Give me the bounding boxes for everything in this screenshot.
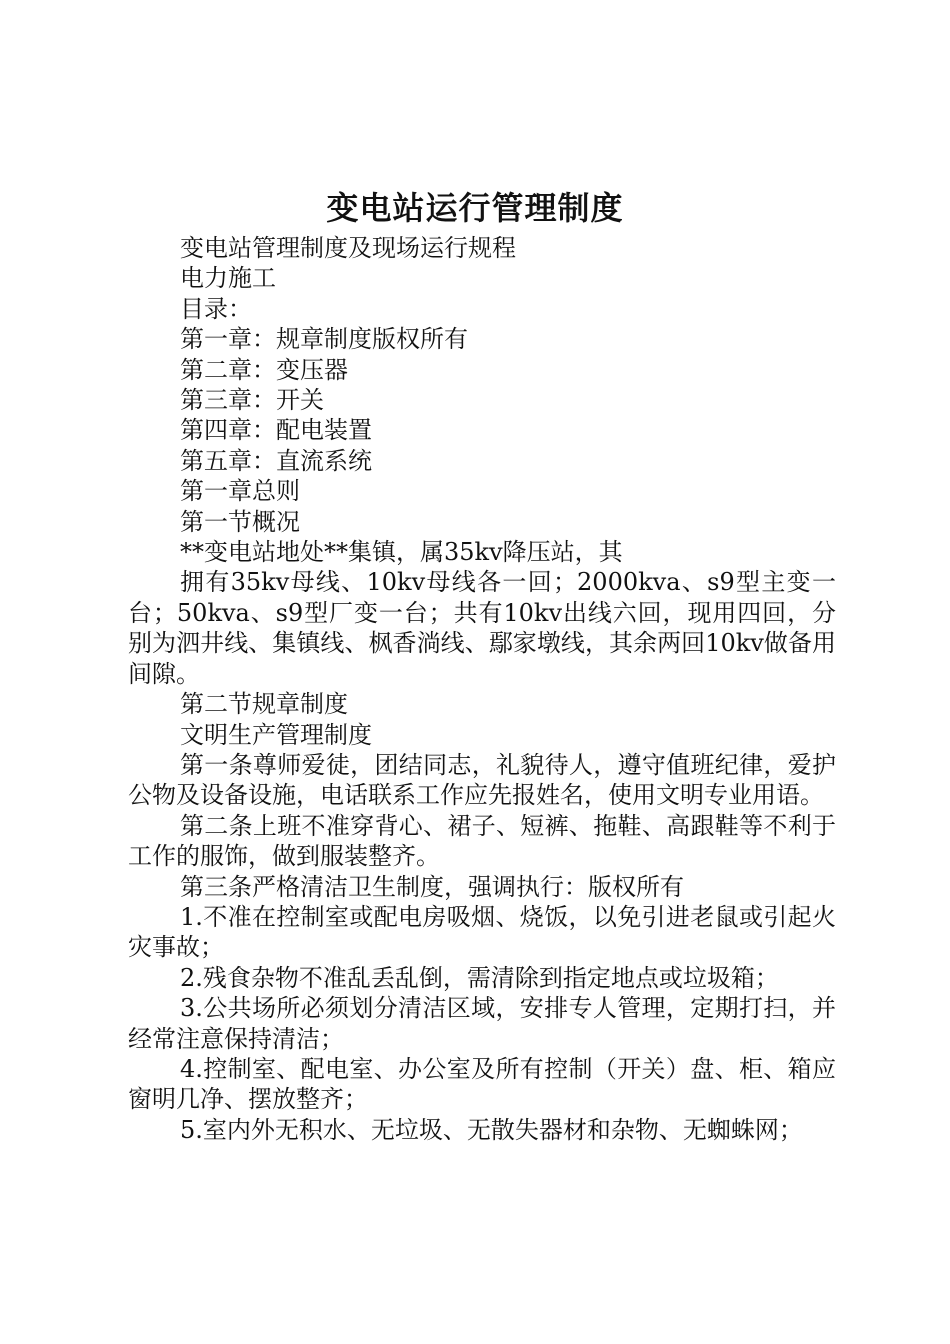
toc-item: 第一章：规章制度版权所有 [180,325,468,354]
toc-heading: 目录： [180,294,252,323]
section-heading: 第一节概况 [180,507,300,536]
paragraph-subtitle: 变电站管理制度及现场运行规程 [180,234,516,262]
section-heading: 第二节规章制度 [180,690,348,719]
paragraph-category: 电力施工 [180,264,276,293]
list-item: 5.室内外无积水、无垃圾、无散失器材和杂物、无蜘蛛网； [180,1115,803,1144]
subsection-heading: 文明生产管理制度 [180,720,372,749]
paragraph: 拥有35kv母线、10kv母线各一回；2000kva、s9型主变一台；50kva、s9型厂变一台；共有10kv出线六回，现用四回，分别为泗井线、集镇线、枫香淌线、鄢家墩线，其余两回10kv做备用间隙。 [128,568,836,688]
toc-item: 第三章：开关 [180,386,324,415]
list-item: 1.不准在控制室或配电房吸烟、烧饭，以免引进老鼠或引起火灾事故； [128,902,836,962]
article-paragraph: 第一条尊师爱徒，团结同志，礼貌待人，遵守值班纪律，爱护公物及设备设施，电话联系工作应先报姓名，使用文明专业用语。 [128,750,836,810]
toc-item: 第四章：配电装置 [180,416,372,445]
article-paragraph: 第二条上班不准穿背心、裙子、短裤、拖鞋、高跟鞋等不利于工作的服饰，做到服装整齐。 [128,811,836,871]
toc-item: 第二章：变压器 [180,355,348,384]
list-item: 4.控制室、配电室、办公室及所有控制（开关）盘、柜、箱应窗明几净、摆放整齐； [128,1054,836,1114]
paragraph: **变电站地处**集镇，属35kv降压站，其 [180,538,623,567]
document-body [128,233,836,1145]
article-paragraph: 第三条严格清洁卫生制度，强调执行：版权所有 [180,872,684,901]
chapter-heading: 第一章总则 [180,477,300,506]
list-item: 3.公共场所必须划分清洁区域，安排专人管理，定期打扫，并经常注意保持清洁； [128,994,836,1053]
document-title: 变电站运行管理制度 [326,189,624,227]
toc-item: 第五章：直流系统 [180,446,372,475]
list-item: 2.残食杂物不准乱丢乱倒，需清除到指定地点或垃圾箱； [180,963,779,992]
